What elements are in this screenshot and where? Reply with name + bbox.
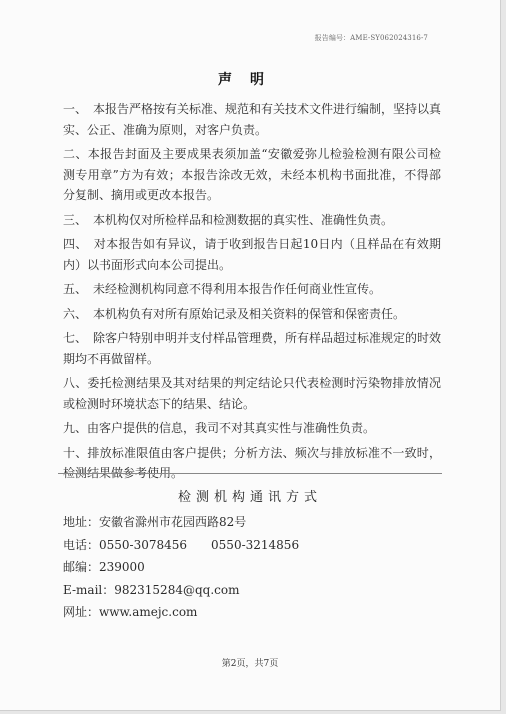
statement-6: 六、 本机构负有对所有原始记录及相关资料的保管和保密责任。 <box>63 306 406 321</box>
statement-7: 七、 除客户特别申明并支付样品管理费，所有样品超过标准规定的时效期均不再做留样。 <box>63 331 442 366</box>
contact-phone: 电话：0550-3078456 0550-3214856 <box>63 537 300 552</box>
statement-3: 三、 本机构仅对所检样品和检测数据的真实性、准确性负责。 <box>63 212 394 227</box>
contact-email: E-mail：982315284@qq.com <box>63 582 240 597</box>
contact-address: 地址：安徽省滁州市花园西路82号 <box>63 515 247 529</box>
page-number: 第2页，共7页 <box>221 659 279 669</box>
contact-website: 网址：www.amejc.com <box>63 605 198 620</box>
statement-5: 五、 未经检测机构同意不得利用本报告作任何商业性宣传。 <box>63 282 382 296</box>
statement-2: 二、本报告封面及主要成果表须加盖“安徽爱弥儿检验检测有限公司检测专用章”方为有效；本报告涂改无效，未经本机构书面批准，不得部分复制、摘用或更改本报告。 <box>63 147 441 202</box>
statement-10: 十、排放标准限值由客户提供；分析方法、频次与排放标准不一致时，检测结果做参考使用。 <box>63 445 441 480</box>
contact-info <box>63 511 299 624</box>
statement-list <box>63 99 441 488</box>
section-divider <box>58 473 442 474</box>
contact-postcode: 邮编：239000 <box>63 560 145 575</box>
report-number: 报告编号：AME-SY062024316-7 <box>314 34 428 42</box>
page-title: 声明 <box>218 72 282 88</box>
statement-4: 四、 对本报告如有异议，请于收到报告日起10日内（且样品在有效期内）以书面形式向本公司提出。 <box>63 237 441 272</box>
statement-8: 八、委托检测结果及其对结果的判定结论只代表检测时污染物排放情况或检测时环境状态下的结果、结论。 <box>63 376 441 411</box>
statement-9: 九、由客户提供的信息，我司不对其真实性与准确性负责。 <box>63 421 376 435</box>
statement-1: 一、 本报告严格按有关标准、规范和有关技术文件进行编制，坚持以真实、公正、准确为原则，对客户负责。 <box>63 102 442 137</box>
contact-title: 检测机构通讯方式 <box>177 490 322 505</box>
